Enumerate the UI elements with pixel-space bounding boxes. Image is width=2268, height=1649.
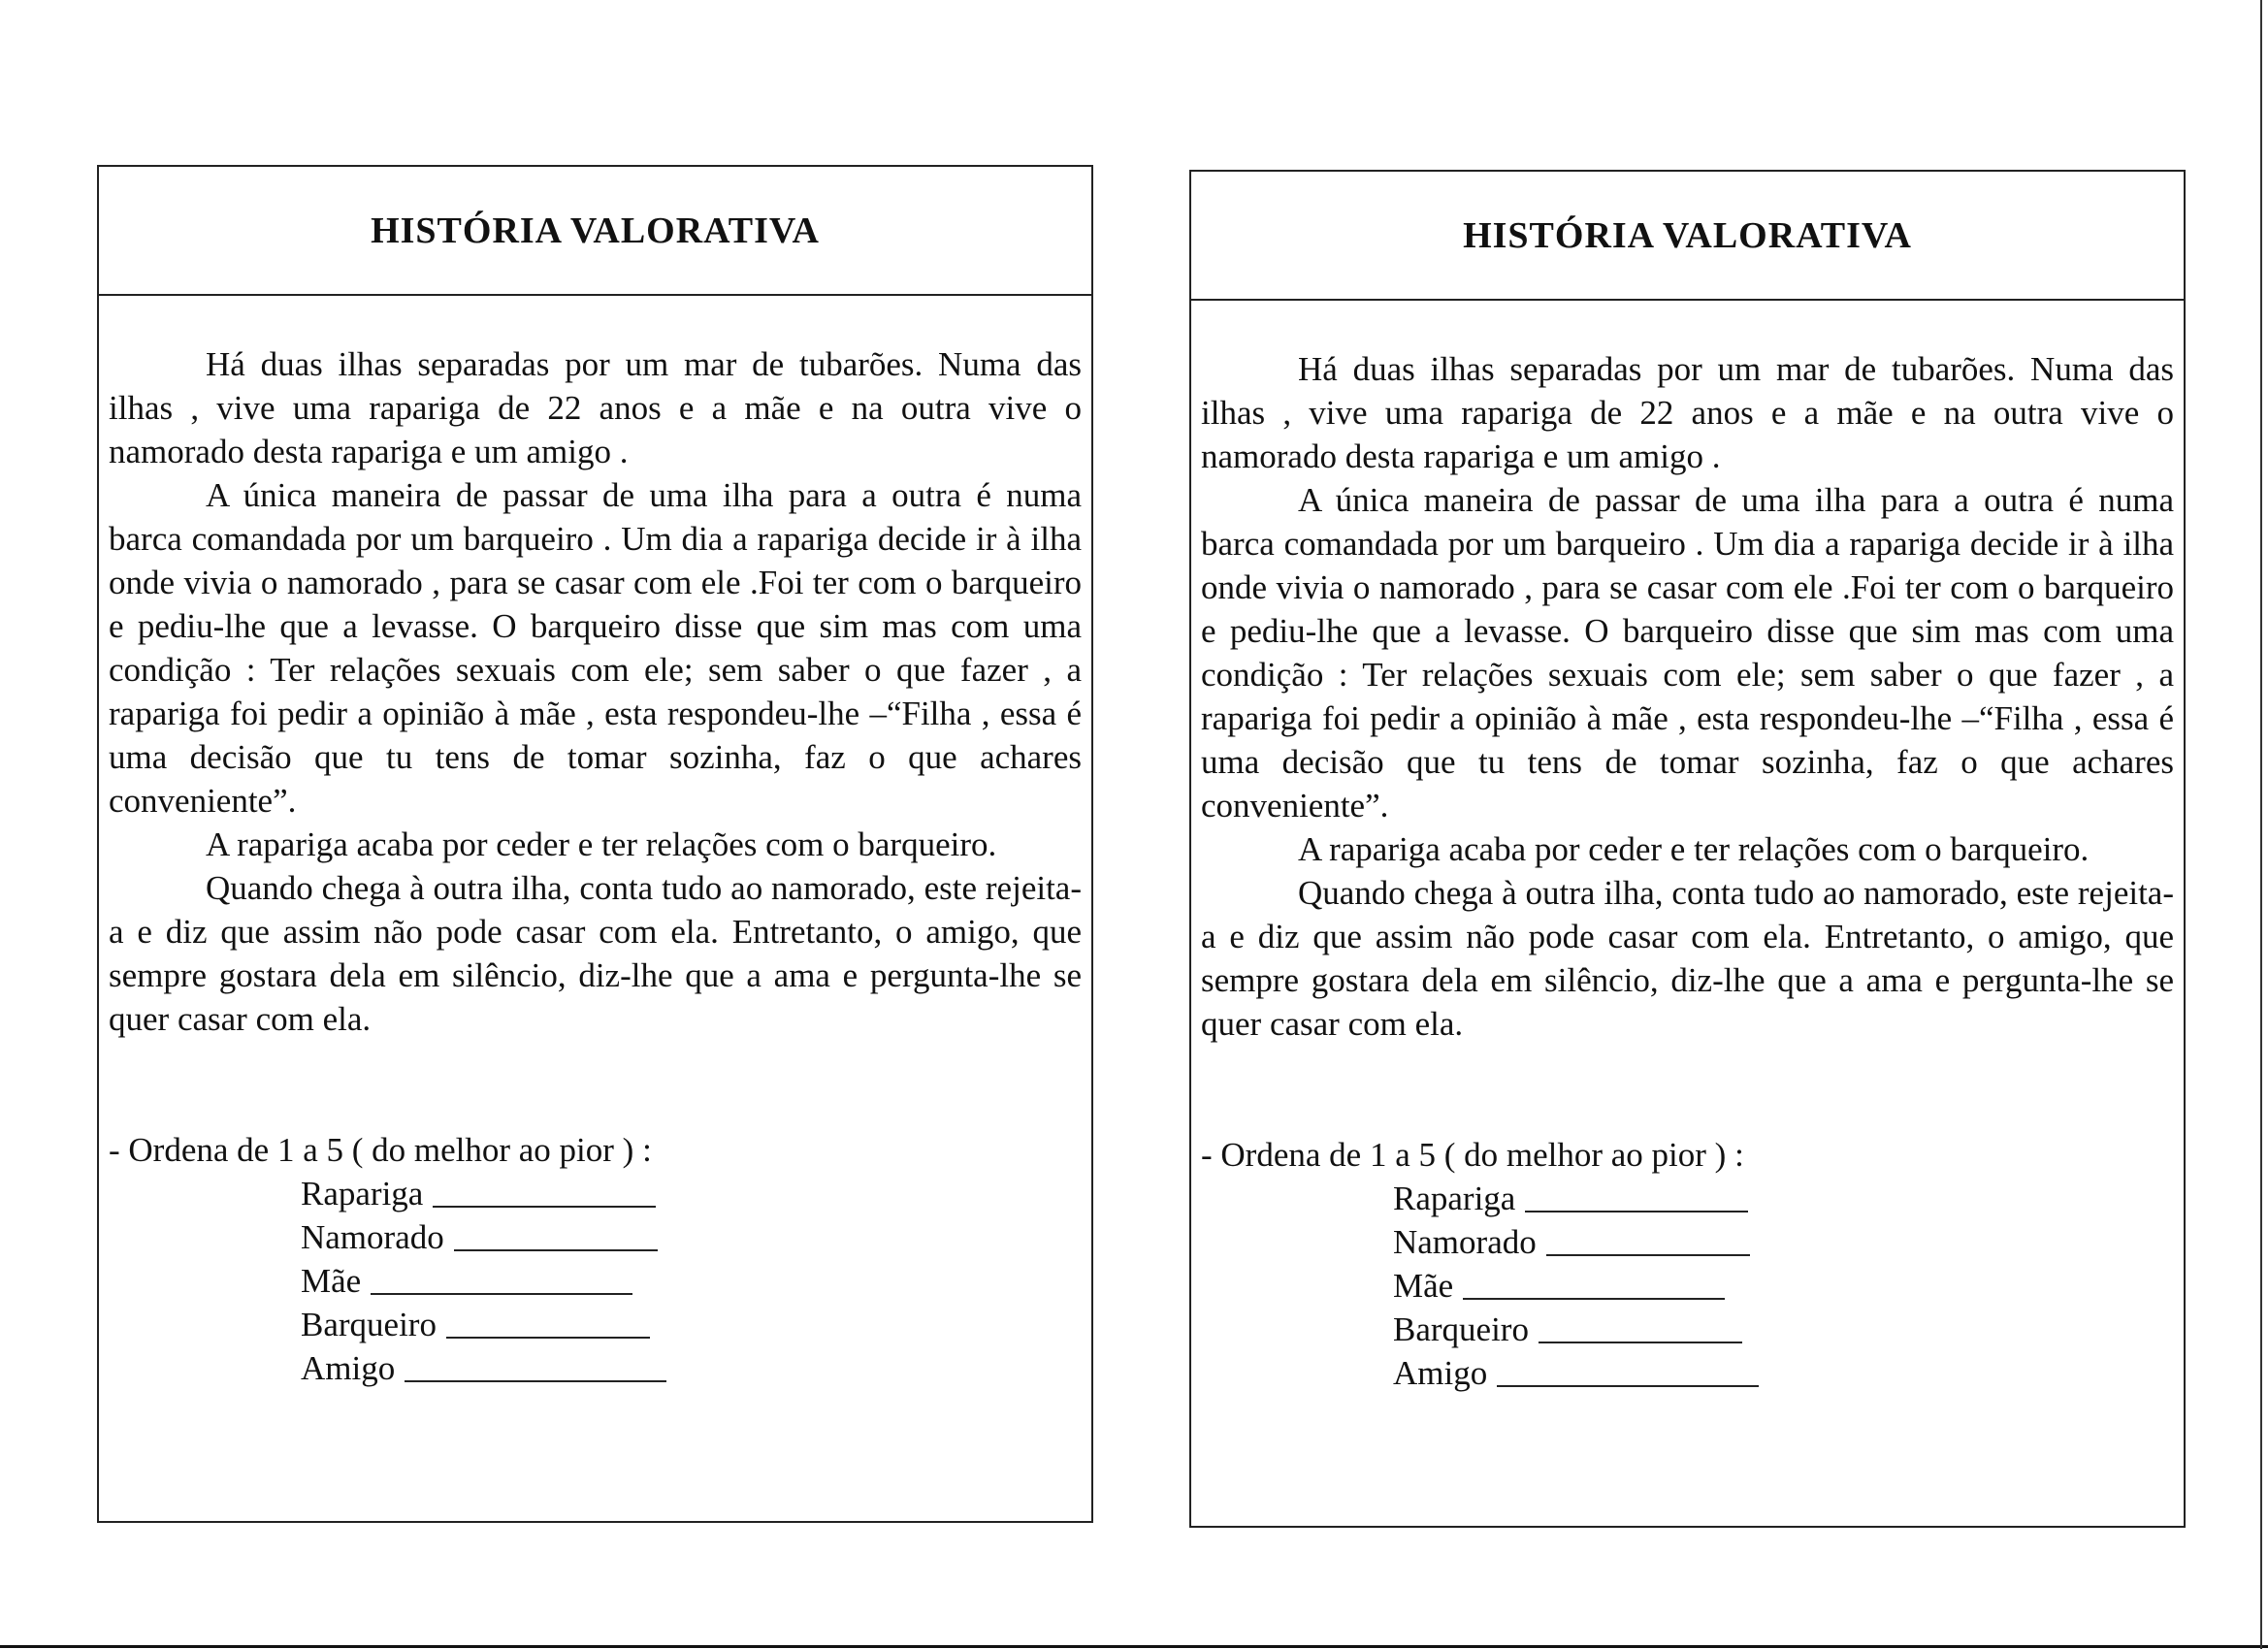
story-card-right bbox=[1189, 170, 2186, 1528]
ranking-label: Amigo bbox=[301, 1349, 396, 1387]
ranking-label: Rapariga bbox=[301, 1175, 424, 1212]
card-header bbox=[1191, 172, 2184, 301]
card-header bbox=[99, 167, 1091, 296]
story-paragraph: A rapariga acaba por ceder e ter relações com o barqueiro. bbox=[206, 825, 997, 863]
ranking-blank[interactable] bbox=[1546, 1253, 1750, 1256]
page-bottom-rule bbox=[0, 1645, 2268, 1648]
ranking-row bbox=[1393, 1351, 2174, 1395]
ranking-blank[interactable] bbox=[1463, 1297, 1725, 1300]
story-paragraph: A rapariga acaba por ceder e ter relações com o barqueiro. bbox=[1298, 830, 2090, 868]
ranking-label: Mãe bbox=[1393, 1267, 1454, 1305]
ranking-label: Namorado bbox=[301, 1218, 444, 1256]
ranking-blank[interactable] bbox=[1497, 1384, 1759, 1387]
ranking-row bbox=[301, 1346, 1082, 1390]
story-paragraph: Quando chega à outra ilha, conta tudo ao namorado, este rejeita-a e diz que assim não pode casar com ela. Entretanto, o amigo, que sempre gostara dela em silêncio, diz-lhe que a ama e pergunta-lhe se quer casar com ela. bbox=[1201, 874, 2174, 1043]
ranking-list bbox=[301, 1172, 1082, 1390]
ranking-label: Barqueiro bbox=[301, 1306, 437, 1343]
ranking-row bbox=[301, 1172, 1082, 1215]
ranking-row bbox=[1393, 1308, 2174, 1351]
ranking-blank[interactable] bbox=[405, 1379, 666, 1382]
ranking-blank[interactable] bbox=[433, 1205, 656, 1208]
ranking-row bbox=[1393, 1264, 2174, 1308]
ranking-row bbox=[301, 1215, 1082, 1259]
ranking-row bbox=[301, 1259, 1082, 1303]
ranking-list bbox=[1393, 1177, 2174, 1395]
story-card-left bbox=[97, 165, 1093, 1523]
story-paragraph: A única maneira de passar de uma ilha para a outra é numa barca comandada por um barqueiro . Um dia a rapariga decide ir à ilha onde vivia o namorado , para se casar com ele .Foi ter com o barqueiro e pediu-lhe que a levasse. O barqueiro disse que sim mas com uma condição : Ter relações sexuais com ele; sem saber o que fazer , a rapariga foi pedir a opinião à mãe , esta respondeu-lhe –“Filha , essa é uma decisão que tu tens de tomar sozinha, faz o que achares conveniente”. bbox=[109, 476, 1082, 820]
story-body bbox=[99, 296, 1091, 1390]
ranking-instruction: - Ordena de 1 a 5 ( do melhor ao pior ) : bbox=[1201, 1136, 1744, 1174]
ranking-label: Rapariga bbox=[1393, 1180, 1516, 1217]
story-paragraph: Quando chega à outra ilha, conta tudo ao namorado, este rejeita-a e diz que assim não pode casar com ela. Entretanto, o amigo, que sempre gostara dela em silêncio, diz-lhe que a ama e pergunta-lhe se quer casar com ela. bbox=[109, 869, 1082, 1038]
story-paragraph: Há duas ilhas separadas por um mar de tubarões. Numa das ilhas , vive uma rapariga de 22 anos e a mãe e na outra vive o namorado desta rapariga e um amigo . bbox=[109, 345, 1082, 470]
ranking-blank[interactable] bbox=[454, 1248, 658, 1251]
ranking-row bbox=[1393, 1177, 2174, 1220]
ranking-blank[interactable] bbox=[371, 1292, 632, 1295]
ranking-row bbox=[1393, 1220, 2174, 1264]
ranking-label: Mãe bbox=[301, 1262, 362, 1300]
ranking-label: Barqueiro bbox=[1393, 1310, 1529, 1348]
ranking-blank[interactable] bbox=[1539, 1341, 1742, 1343]
ranking-label: Amigo bbox=[1393, 1354, 1488, 1392]
ranking-blank[interactable] bbox=[1525, 1210, 1748, 1212]
ranking-label: Namorado bbox=[1393, 1223, 1537, 1261]
story-body bbox=[1191, 301, 2184, 1395]
page-side-rule bbox=[2260, 0, 2262, 1649]
card-title: HISTÓRIA VALORATIVA bbox=[371, 210, 820, 251]
ranking-blank[interactable] bbox=[446, 1336, 650, 1339]
ranking-instruction: - Ordena de 1 a 5 ( do melhor ao pior ) : bbox=[109, 1131, 652, 1169]
story-paragraph: A única maneira de passar de uma ilha para a outra é numa barca comandada por um barqueiro . Um dia a rapariga decide ir à ilha onde vivia o namorado , para se casar com ele .Foi ter com o barqueiro e pediu-lhe que a levasse. O barqueiro disse que sim mas com uma condição : Ter relações sexuais com ele; sem saber o que fazer , a rapariga foi pedir a opinião à mãe , esta respondeu-lhe –“Filha , essa é uma decisão que tu tens de tomar sozinha, faz o que achares conveniente”. bbox=[1201, 481, 2174, 824]
card-title: HISTÓRIA VALORATIVA bbox=[1463, 214, 1912, 256]
story-paragraph: Há duas ilhas separadas por um mar de tubarões. Numa das ilhas , vive uma rapariga de 22 anos e a mãe e na outra vive o namorado desta rapariga e um amigo . bbox=[1201, 350, 2174, 475]
ranking-row bbox=[301, 1303, 1082, 1346]
